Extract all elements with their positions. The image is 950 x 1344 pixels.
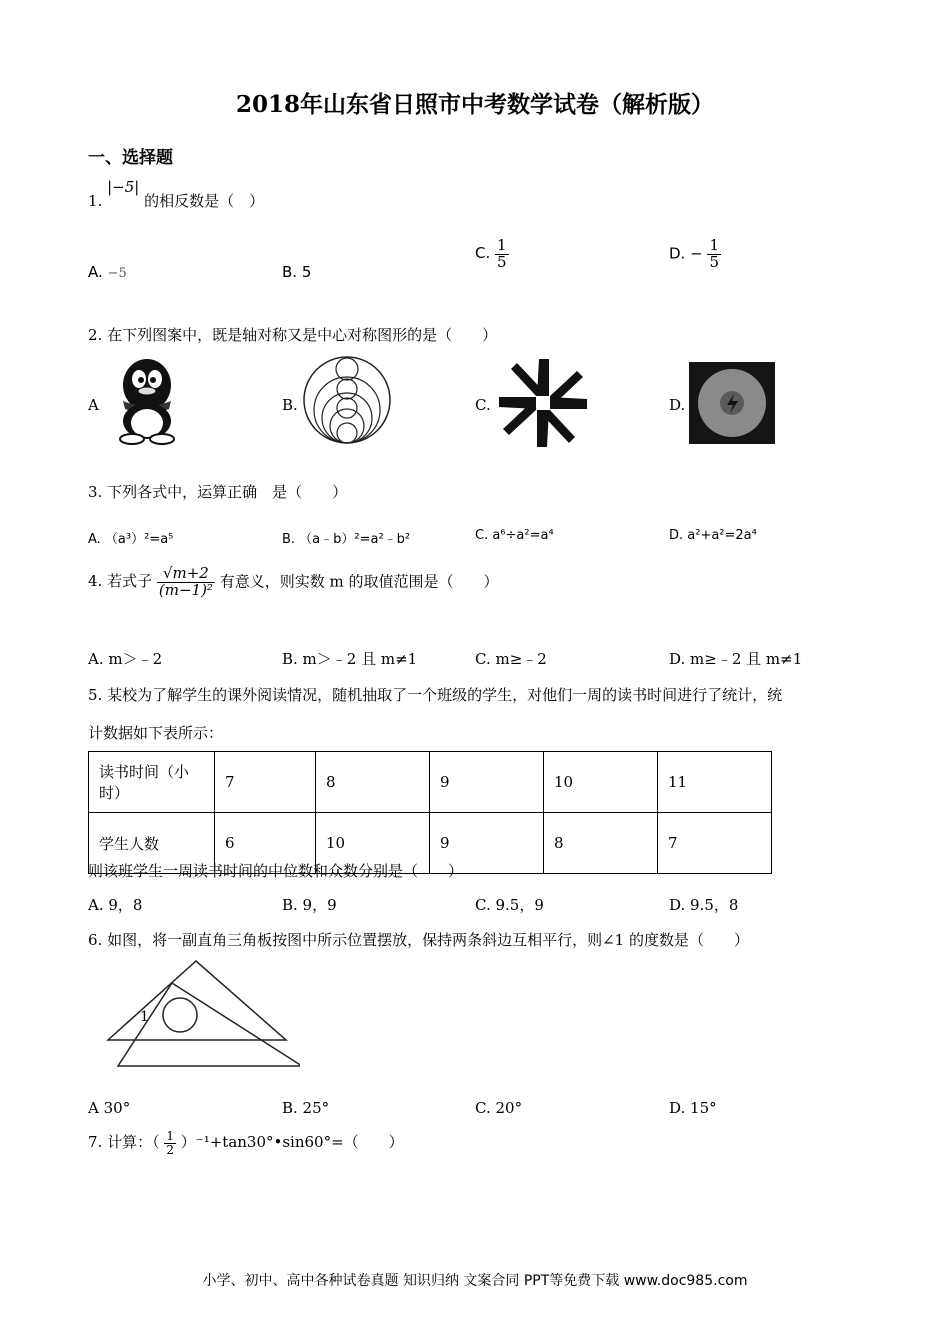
q3-option-b: B. （a﹣b）²=a²﹣b² <box>282 532 411 547</box>
table-cell: 7 <box>215 752 316 813</box>
q1-number: 1. <box>88 192 103 210</box>
q5-option-c: C. 9.5，9 <box>475 896 544 914</box>
q2-label-c: C. <box>475 396 491 414</box>
q5-option-d: D. 9.5，8 <box>669 896 739 914</box>
q4-option-d: D. m≥﹣2 且 m≠1 <box>669 650 803 668</box>
q5-option-a: A. 9，8 <box>88 896 143 914</box>
q1-option-c: C. $\frac{1}{5}$ <box>475 236 507 271</box>
q2-label-d: D. <box>669 396 686 414</box>
q6-option-a: A 30° <box>88 1099 131 1117</box>
table-cell: 9 <box>430 813 544 874</box>
table-cell: 11 <box>658 752 772 813</box>
question-6: 6. 如图，将一副直角三角板按图中所示位置摆放，保持两条斜边互相平行，则∠1 的度数是（ ） <box>88 931 749 949</box>
document-title: 2018年山东省日照市中考数学试卷（解析版） <box>235 91 714 118</box>
q1-option-a: A. −5 <box>88 263 127 281</box>
table-cell: 8 <box>316 752 430 813</box>
page-footer: 小学、初中、高中各种试卷真题 知识归纳 文案合同 PPT等免费下载 www.doc985.com <box>202 1273 748 1289</box>
nested-circles-figure <box>299 355 394 445</box>
question-5-line2: 计数据如下表所示： <box>88 724 224 742</box>
table-cell: 9 <box>430 752 544 813</box>
q6-option-c: C. 20° <box>475 1099 523 1117</box>
question-2: 2. 在下列图案中，既是轴对称又是中心对称图形的是（ ） <box>88 326 498 344</box>
question-3: 3. 下列各式中，运算正确 是（ ） <box>88 483 348 501</box>
power-button-figure <box>689 362 775 444</box>
q5-question: 则该班学生一周读书时间的中位数和众数分别是（ ） <box>88 862 464 880</box>
q1-option-d: D. − $\frac{1}{5}$ <box>669 236 720 271</box>
q1-d-numerator: 1 <box>709 236 720 254</box>
q6-option-b: B. 25° <box>282 1099 330 1117</box>
q6-option-d: D. 15° <box>669 1099 717 1117</box>
q3-option-a: A. （a³）²=a⁵ <box>88 532 174 547</box>
table-cell: 10 <box>544 752 658 813</box>
q5-option-b: B. 9，9 <box>282 896 337 914</box>
q4-option-a: A. m＞﹣2 <box>88 650 163 668</box>
q3-option-c: C. a⁶÷a²=a⁴ <box>475 528 554 543</box>
q4-numerator: √m+2 <box>157 566 215 583</box>
section-heading: 一、选择题 <box>88 148 173 168</box>
table-cell: 7 <box>658 813 772 874</box>
angle-1-label: 1 <box>140 1009 149 1025</box>
q4-denominator: (m−1)² <box>158 580 213 599</box>
q1-text: 的相反数是（ ） <box>144 192 265 210</box>
q7-denominator: 2 <box>166 1142 175 1157</box>
question-1 <box>88 178 265 211</box>
table-cell: 6 <box>215 813 316 874</box>
reading-time-table <box>88 751 772 874</box>
table-row <box>89 752 772 813</box>
q1-c-denominator: 5 <box>497 252 507 271</box>
table-cell: 8 <box>544 813 658 874</box>
q1-option-b: B. 5 <box>282 263 312 281</box>
q1-expression: |−5| <box>107 178 140 196</box>
q3-option-d: D. a²+a²=2a⁴ <box>669 528 757 543</box>
q7-numerator: 1 <box>166 1129 175 1143</box>
question-5-line1: 5. 某校为了解学生的课外阅读情况，随机抽取了一个班级的学生，对他们一周的读书时间进行了统计，统 <box>88 686 783 704</box>
table-cell: 读书时间（小时） <box>89 752 215 813</box>
q2-label-a: A <box>88 396 99 414</box>
penguin-figure <box>106 355 188 445</box>
q4-option-b: B. m＞﹣2 且 m≠1 <box>282 650 418 668</box>
triangle-figure <box>100 955 300 1070</box>
q2-label-b: B. <box>282 396 298 414</box>
q1-d-denominator: 5 <box>709 252 720 271</box>
table-cell: 10 <box>316 813 430 874</box>
question-7: 7. 计算：（ $\frac{1}{2}$ ）⁻¹+tan30°•sin60°=（ ） <box>88 1129 404 1157</box>
q1-c-numerator: 1 <box>497 236 507 254</box>
starburst-figure <box>496 359 590 447</box>
question-4: 4. 若式子 $\frac{√m+2}{\text{(m−1)²}}$ 有意义，则实数 m 的取值范围是（ ） <box>88 564 499 599</box>
table-cell: 学生人数 <box>89 813 215 874</box>
q4-option-c: C. m≥﹣2 <box>475 650 547 668</box>
